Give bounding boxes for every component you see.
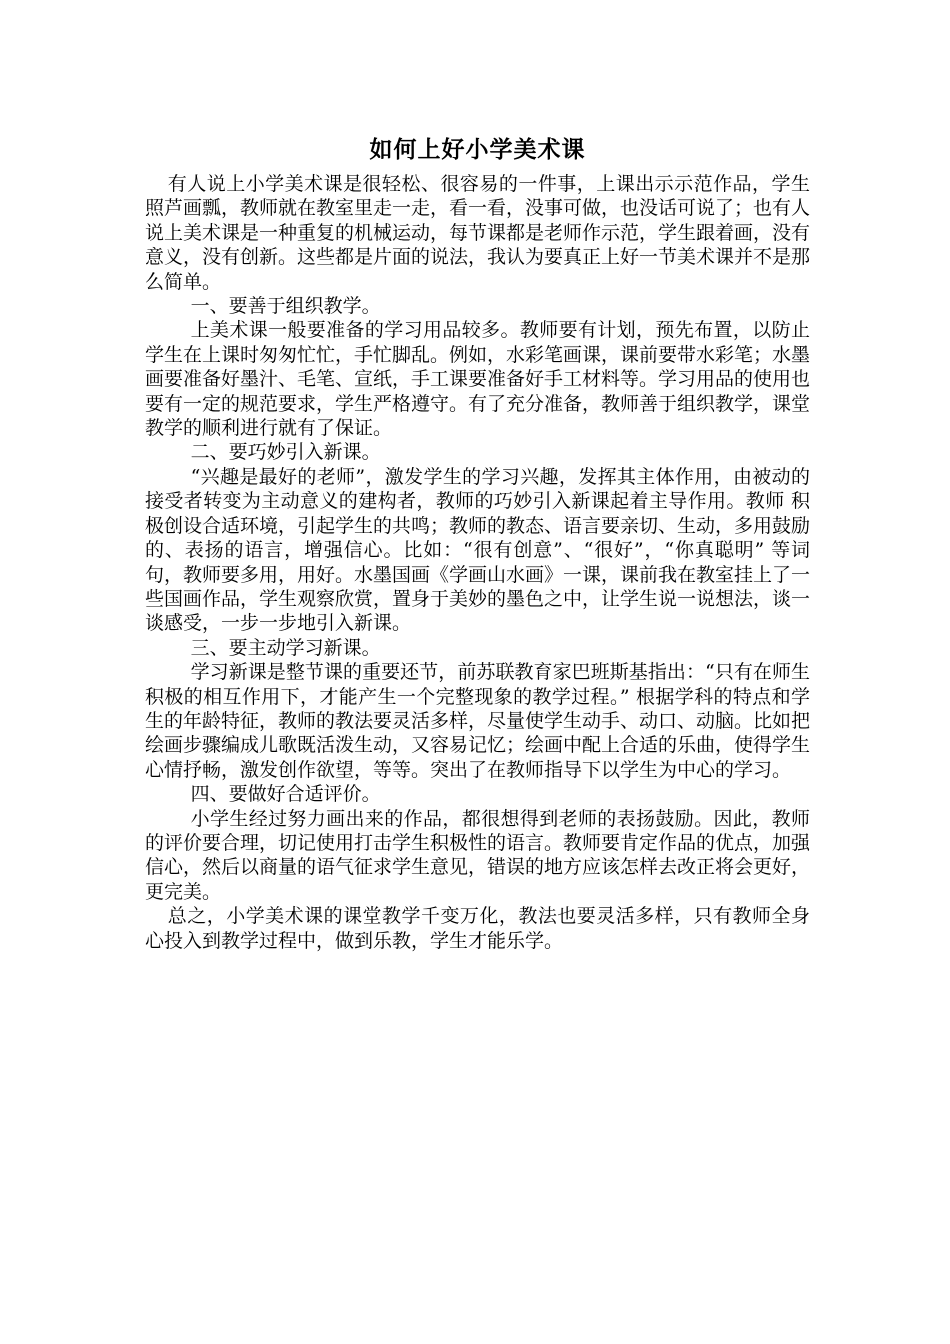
paragraph-section-3: 学习新课是整节课的重要还节，前苏联教育家巴班斯基指出：“只有在师生积极的相互作用下，才能产生一个完整现象的教学过程。” 根据学科的特点和学生的年龄特征，教师的教法要灵活多样，尽量使学生动手、动口、动脑。比如把绘画步骤编成儿歌既活泼生动，又容易记忆；绘画中配上合适的乐曲，使得学生心情抒畅，激发创作欲望，等等。突出了在教师指导下以学生为中心的学习。	[145, 661, 811, 781]
section-heading-2: 二、要巧妙引入新课。	[190, 441, 381, 464]
document-page	[145, 134, 810, 953]
paragraph-intro: 有人说上小学美术课是很轻松、很容易的一件事，上课出示示范作品，学生照芦画瓢，教师就在教室里走一走，看一看，没事可做，也没话可说了；也有人说上美术课是一种重复的机械运动，每节课都是老师作示范，学生跟着画，没有意义，没有创新。这些都是片面的说法，我认为要真正上好一节美术课并不是那么简单。	[145, 173, 811, 293]
section-heading-3: 三、要主动学习新课。	[190, 636, 381, 659]
section-heading-4: 四、要做好合适评价。	[190, 783, 381, 806]
paragraph-section-1: 上美术课一般要准备的学习用品较多。教师要有计划，预先布置，以防止学生在上课时匆匆忙忙，手忙脚乱。例如，水彩笔画课，课前要带水彩笔；水墨画要准备好墨汁、毛笔、宣纸，手工课要准备好手工材料等。学习用品的使用也要有一定的规范要求，学生严格遵守。有了充分准备，教师善于组织教学，课堂教学的顺利进行就有了保证。	[145, 319, 811, 440]
section-heading-1: 一、要善于组织教学。	[190, 295, 381, 318]
document-body	[145, 172, 810, 953]
paragraph-conclusion: 总之，小学美术课的课堂教学千变万化，教法也要灵活多样，只有教师全身心投入到教学过程中，做到乐教，学生才能乐学。	[145, 905, 810, 952]
document-title: 如何上好小学美术课	[369, 136, 586, 163]
paragraph-section-4: 小学生经过努力画出来的作品，都很想得到老师的表扬鼓励。因此，教师的评价要合理，切记使用打击学生积极性的语言。教师要肯定作品的优点，加强信心，然后以商量的语气征求学生意见，错误的地方应该怎样去改正将会更好，更完美。	[145, 807, 811, 903]
paragraph-section-2: “兴趣是最好的老师”，激发学生的学习兴趣，发挥其主体作用，由被动的接受者转变为主动意义的建构者，教师的巧妙引入新课起着主导作用。教师 积极创设合适环境，引起学生的共鸣；教师的教态、语言要亲切、生动，多用鼓励的、表扬的语言，增强信心。比如：“很有创意”、“很好”，“你真聪明” 等词句，教师要多用，用好。水墨国画《学画山水画》一课，课前我在教室挂上了一些国画作品，学生观察欣赏，置身于美妙的墨色之中，让学生说一说想法，谈一谈感受，一步一步地引入新课。	[145, 465, 811, 635]
